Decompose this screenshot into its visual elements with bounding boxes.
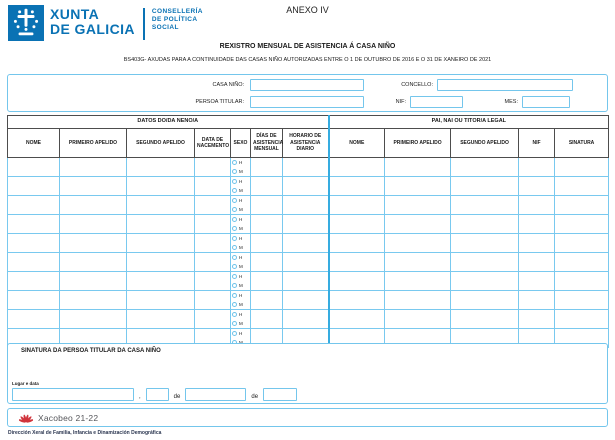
cell-data-nacemento[interactable] [195, 234, 231, 253]
table-row [8, 272, 609, 291]
group-header-titor: PAI, NAI OU TITOR/A LEGAL [329, 116, 609, 129]
sexo-radio-label: M [239, 283, 243, 288]
sexo-radio-label: M [239, 188, 243, 193]
cell-sexo [231, 177, 251, 196]
cell-titor-nome[interactable] [329, 177, 385, 196]
cell-titor-nome[interactable] [329, 291, 385, 310]
cell-titor-nif[interactable] [519, 272, 555, 291]
cell-sinatura[interactable] [555, 177, 609, 196]
column-header-row [8, 129, 609, 158]
cell-nome[interactable] [8, 158, 60, 177]
mes-input[interactable] [522, 96, 570, 108]
table-row [8, 291, 609, 310]
cell-sexo [231, 272, 251, 291]
sexo-option-m[interactable] [231, 300, 250, 309]
sexo-radio-h-icon[interactable] [232, 198, 237, 203]
sexo-radio-label: M [239, 226, 243, 231]
sexo-option-h[interactable] [231, 253, 250, 262]
sexo-radio-m-icon[interactable] [232, 169, 237, 174]
sexo-radio-m-icon[interactable] [232, 264, 237, 269]
sexo-radio-label: H [239, 160, 243, 165]
cell-titor-segundo-apelido[interactable] [451, 234, 519, 253]
table-row [8, 177, 609, 196]
cell-data-nacemento[interactable] [195, 272, 231, 291]
cell-segundo-apelido[interactable] [127, 272, 195, 291]
cell-titor-primeiro-apelido[interactable] [385, 196, 451, 215]
sexo-radio-label: H [239, 198, 243, 203]
cell-nome[interactable] [8, 253, 60, 272]
cell-primeiro-apelido[interactable] [60, 196, 127, 215]
column-header-nome: NOME [8, 129, 60, 158]
sexo-option-m[interactable] [231, 205, 250, 214]
cell-dias-asistencia[interactable] [251, 272, 283, 291]
nif-input[interactable] [410, 96, 463, 108]
mes-label: MES: [504, 99, 518, 105]
sexo-option-m[interactable] [231, 224, 250, 233]
sexo-radio-label: M [239, 264, 243, 269]
sexo-option-h[interactable] [231, 158, 250, 167]
sexo-radio-m-icon[interactable] [232, 321, 237, 326]
sexo-radio-label: H [239, 236, 243, 241]
cell-sexo [231, 253, 251, 272]
column-header-horario-asistencia: HORARIO DE ASISTENCIA DIARIO [283, 129, 329, 158]
sexo-radio-m-icon[interactable] [232, 226, 237, 231]
cell-dias-asistencia[interactable] [251, 291, 283, 310]
cell-titor-segundo-apelido[interactable] [451, 177, 519, 196]
sexo-radio-label: M [239, 302, 243, 307]
sexo-option-h[interactable] [231, 310, 250, 319]
cell-horario-asistencia[interactable] [283, 234, 329, 253]
cell-titor-nome[interactable] [329, 253, 385, 272]
cell-sexo [231, 310, 251, 329]
cell-nome[interactable] [8, 196, 60, 215]
sexo-radio-h-icon[interactable] [232, 236, 237, 241]
cell-titor-nif[interactable] [519, 215, 555, 234]
group-header-neno: DATOS DO/DA NENO/A [8, 116, 329, 129]
cell-titor-nif[interactable] [519, 234, 555, 253]
column-header-segundo-apelido: SEGUNDO APELIDO [127, 129, 195, 158]
column-header-titor-nome: NOME [329, 129, 385, 158]
cell-titor-segundo-apelido[interactable] [451, 215, 519, 234]
cell-primeiro-apelido[interactable] [60, 158, 127, 177]
cell-sexo [231, 291, 251, 310]
cell-titor-nif[interactable] [519, 196, 555, 215]
column-header-data-nacemento: DATA DE NACEMENTO [195, 129, 231, 158]
cell-data-nacemento[interactable] [195, 253, 231, 272]
cell-titor-nome[interactable] [329, 234, 385, 253]
cell-segundo-apelido[interactable] [127, 310, 195, 329]
place-input[interactable] [12, 388, 134, 401]
cell-titor-segundo-apelido[interactable] [451, 253, 519, 272]
signature-title: SINATURA DA PERSOA TITULAR DA CASA NIÑO [21, 348, 161, 354]
cell-titor-segundo-apelido[interactable] [451, 158, 519, 177]
sexo-radio-label: H [239, 312, 243, 317]
table-row [8, 253, 609, 272]
concello-label: CONCELLO: [401, 82, 433, 88]
cell-titor-nif[interactable] [519, 291, 555, 310]
cell-dias-asistencia[interactable] [251, 253, 283, 272]
column-header-dias-asistencia: DÍAS DE ASISTENCIA MENSUAL [251, 129, 283, 158]
cell-data-nacemento[interactable] [195, 310, 231, 329]
cell-segundo-apelido[interactable] [127, 196, 195, 215]
sexo-radio-label: H [239, 274, 243, 279]
xacobeo-label: Xacobeo 21-22 [38, 412, 99, 423]
cell-titor-segundo-apelido[interactable] [451, 196, 519, 215]
cell-titor-nome[interactable] [329, 310, 385, 329]
sexo-radio-m-icon[interactable] [232, 283, 237, 288]
sexo-radio-m-icon[interactable] [232, 302, 237, 307]
cell-sexo [231, 158, 251, 177]
sexo-radio-h-icon[interactable] [232, 312, 237, 317]
table-row [8, 158, 609, 177]
cell-titor-nome[interactable] [329, 215, 385, 234]
sexo-option-h[interactable] [231, 215, 250, 224]
de-label-1: de [173, 394, 181, 400]
cell-titor-segundo-apelido[interactable] [451, 310, 519, 329]
cell-sinatura[interactable] [555, 215, 609, 234]
cell-dias-asistencia[interactable] [251, 234, 283, 253]
sexo-radio-label: M [239, 207, 243, 212]
cell-titor-segundo-apelido[interactable] [451, 272, 519, 291]
cell-titor-nif[interactable] [519, 253, 555, 272]
cell-primeiro-apelido[interactable] [60, 291, 127, 310]
sexo-radio-h-icon[interactable] [232, 331, 237, 336]
scallop-shell-icon [19, 410, 33, 425]
sexo-radio-h-icon[interactable] [232, 160, 237, 165]
persoa-titular-label: PERSOA TITULAR: [195, 99, 244, 105]
cell-primeiro-apelido[interactable] [60, 310, 127, 329]
column-header-titor-nif: NIF [519, 129, 555, 158]
cell-segundo-apelido[interactable] [127, 234, 195, 253]
direction-footer-text: Dirección Xeral de Familia, Infancia e Dinamización Demográfica [8, 430, 162, 436]
cell-segundo-apelido[interactable] [127, 253, 195, 272]
year-input[interactable] [263, 388, 297, 401]
info-fields-box [7, 74, 608, 112]
department-line3: SOCIAL [151, 24, 179, 31]
cell-titor-primeiro-apelido[interactable] [385, 272, 451, 291]
de-label-2: de [251, 394, 259, 400]
cell-primeiro-apelido[interactable] [60, 253, 127, 272]
sexo-radio-m-icon[interactable] [232, 188, 237, 193]
cell-titor-primeiro-apelido[interactable] [385, 177, 451, 196]
cell-sexo [231, 215, 251, 234]
column-header-titor-primeiro-apelido: PRIMEIRO APELIDO [385, 129, 451, 158]
sexo-radio-label: H [239, 255, 243, 260]
signature-box [7, 343, 608, 404]
sexo-option-h[interactable] [231, 291, 250, 300]
cell-primeiro-apelido[interactable] [60, 234, 127, 253]
cell-titor-primeiro-apelido[interactable] [385, 158, 451, 177]
sexo-option-h[interactable] [231, 329, 250, 338]
sexo-radio-m-icon[interactable] [232, 207, 237, 212]
cell-primeiro-apelido[interactable] [60, 215, 127, 234]
cell-segundo-apelido[interactable] [127, 291, 195, 310]
department-line1: CONSELLERÍA [151, 8, 203, 15]
cell-sexo [231, 234, 251, 253]
sexo-radio-h-icon[interactable] [232, 293, 237, 298]
sexo-radio-h-icon[interactable] [232, 217, 237, 222]
column-header-titor-segundo-apelido: SEGUNDO APELIDO [451, 129, 519, 158]
sexo-option-h[interactable] [231, 272, 250, 281]
cell-titor-nome[interactable] [329, 196, 385, 215]
cell-segundo-apelido[interactable] [127, 177, 195, 196]
form-subtitle: BS403G- AXUDAS PARA A CONTINUIDADE DAS CASAS NIÑO AUTORIZADAS ENTRE O 1 DE OUTUBRO DE 2016 E O 31 DE XANEIRO DE 2021 [123, 57, 492, 63]
attendance-table [7, 115, 609, 348]
sexo-option-m[interactable] [231, 167, 250, 176]
place-date-label: Lugar e data [12, 381, 39, 386]
cell-segundo-apelido[interactable] [127, 158, 195, 177]
column-header-sexo: SEXO [231, 129, 251, 158]
brand-line2: DE GALICIA [50, 21, 135, 37]
cell-sinatura[interactable] [555, 291, 609, 310]
cell-titor-nome[interactable] [329, 158, 385, 177]
table-row [8, 215, 609, 234]
table-row [8, 310, 609, 329]
sexo-radio-label: H [239, 217, 243, 222]
cell-sinatura[interactable] [555, 272, 609, 291]
sexo-radio-label: M [239, 169, 243, 174]
sexo-option-h[interactable] [231, 177, 250, 186]
sexo-option-m[interactable] [231, 319, 250, 328]
sexo-radio-label: M [239, 245, 243, 250]
cell-titor-primeiro-apelido[interactable] [385, 310, 451, 329]
sexo-radio-label: M [239, 321, 243, 326]
cell-dias-asistencia[interactable] [251, 177, 283, 196]
sexo-option-h[interactable] [231, 234, 250, 243]
cell-titor-primeiro-apelido[interactable] [385, 234, 451, 253]
table-row [8, 234, 609, 253]
cell-nome[interactable] [8, 177, 60, 196]
casa-nino-label: CASA NIÑO: [212, 82, 244, 88]
cell-titor-nif[interactable] [519, 177, 555, 196]
cell-titor-primeiro-apelido[interactable] [385, 215, 451, 234]
annex-label: ANEXO IV [286, 5, 329, 15]
cell-horario-asistencia[interactable] [283, 177, 329, 196]
sexo-option-m[interactable] [231, 186, 250, 195]
form-title: REXISTRO MENSUAL DE ASISTENCIA Á CASA NIÑO [219, 43, 396, 50]
cell-sinatura[interactable] [555, 310, 609, 329]
sexo-radio-h-icon[interactable] [232, 179, 237, 184]
group-header-row [8, 116, 609, 129]
cell-sinatura[interactable] [555, 234, 609, 253]
sexo-radio-m-icon[interactable] [232, 245, 237, 250]
cell-horario-asistencia[interactable] [283, 272, 329, 291]
xacobeo-bar [7, 408, 608, 427]
cell-primeiro-apelido[interactable] [60, 177, 127, 196]
cell-horario-asistencia[interactable] [283, 196, 329, 215]
cell-titor-primeiro-apelido[interactable] [385, 291, 451, 310]
cell-titor-segundo-apelido[interactable] [451, 291, 519, 310]
sexo-radio-h-icon[interactable] [232, 255, 237, 260]
comma-separator: , [139, 394, 141, 400]
cell-horario-asistencia[interactable] [283, 291, 329, 310]
cell-primeiro-apelido[interactable] [60, 272, 127, 291]
cell-titor-nif[interactable] [519, 158, 555, 177]
cell-dias-asistencia[interactable] [251, 310, 283, 329]
sexo-option-m[interactable] [231, 262, 250, 271]
cell-sinatura[interactable] [555, 196, 609, 215]
cell-segundo-apelido[interactable] [127, 215, 195, 234]
sexo-radio-label: H [239, 331, 243, 336]
cell-dias-asistencia[interactable] [251, 158, 283, 177]
cell-dias-asistencia[interactable] [251, 215, 283, 234]
cell-horario-asistencia[interactable] [283, 158, 329, 177]
sexo-radio-label: H [239, 179, 243, 184]
cell-horario-asistencia[interactable] [283, 310, 329, 329]
day-input[interactable] [146, 388, 169, 401]
sexo-option-m[interactable] [231, 281, 250, 290]
concello-input[interactable] [437, 79, 573, 91]
cell-data-nacemento[interactable] [195, 177, 231, 196]
sexo-radio-label: H [239, 293, 243, 298]
cell-sinatura[interactable] [555, 158, 609, 177]
cell-data-nacemento[interactable] [195, 158, 231, 177]
sexo-option-m[interactable] [231, 243, 250, 252]
cell-nome[interactable] [8, 310, 60, 329]
department-line2: DE POLÍTICA [151, 16, 198, 23]
cell-sexo [231, 196, 251, 215]
cell-data-nacemento[interactable] [195, 196, 231, 215]
cell-data-nacemento[interactable] [195, 215, 231, 234]
month-input[interactable] [185, 388, 246, 401]
place-date-row [12, 388, 297, 401]
column-header-primeiro-apelido: PRIMEIRO APELIDO [60, 129, 127, 158]
nif-label: NIF: [395, 99, 406, 105]
sexo-option-h[interactable] [231, 196, 250, 205]
cell-horario-asistencia[interactable] [283, 215, 329, 234]
cell-titor-nome[interactable] [329, 272, 385, 291]
brand-line1: XUNTA [50, 6, 100, 22]
cell-titor-primeiro-apelido[interactable] [385, 253, 451, 272]
column-header-sinatura: SINATURA [555, 129, 609, 158]
cell-horario-asistencia[interactable] [283, 253, 329, 272]
cell-dias-asistencia[interactable] [251, 196, 283, 215]
cell-sinatura[interactable] [555, 253, 609, 272]
cell-nome[interactable] [8, 291, 60, 310]
cell-titor-nif[interactable] [519, 310, 555, 329]
cell-nome[interactable] [8, 272, 60, 291]
cell-data-nacemento[interactable] [195, 291, 231, 310]
sexo-radio-h-icon[interactable] [232, 274, 237, 279]
cell-nome[interactable] [8, 215, 60, 234]
table-row [8, 196, 609, 215]
cell-nome[interactable] [8, 234, 60, 253]
